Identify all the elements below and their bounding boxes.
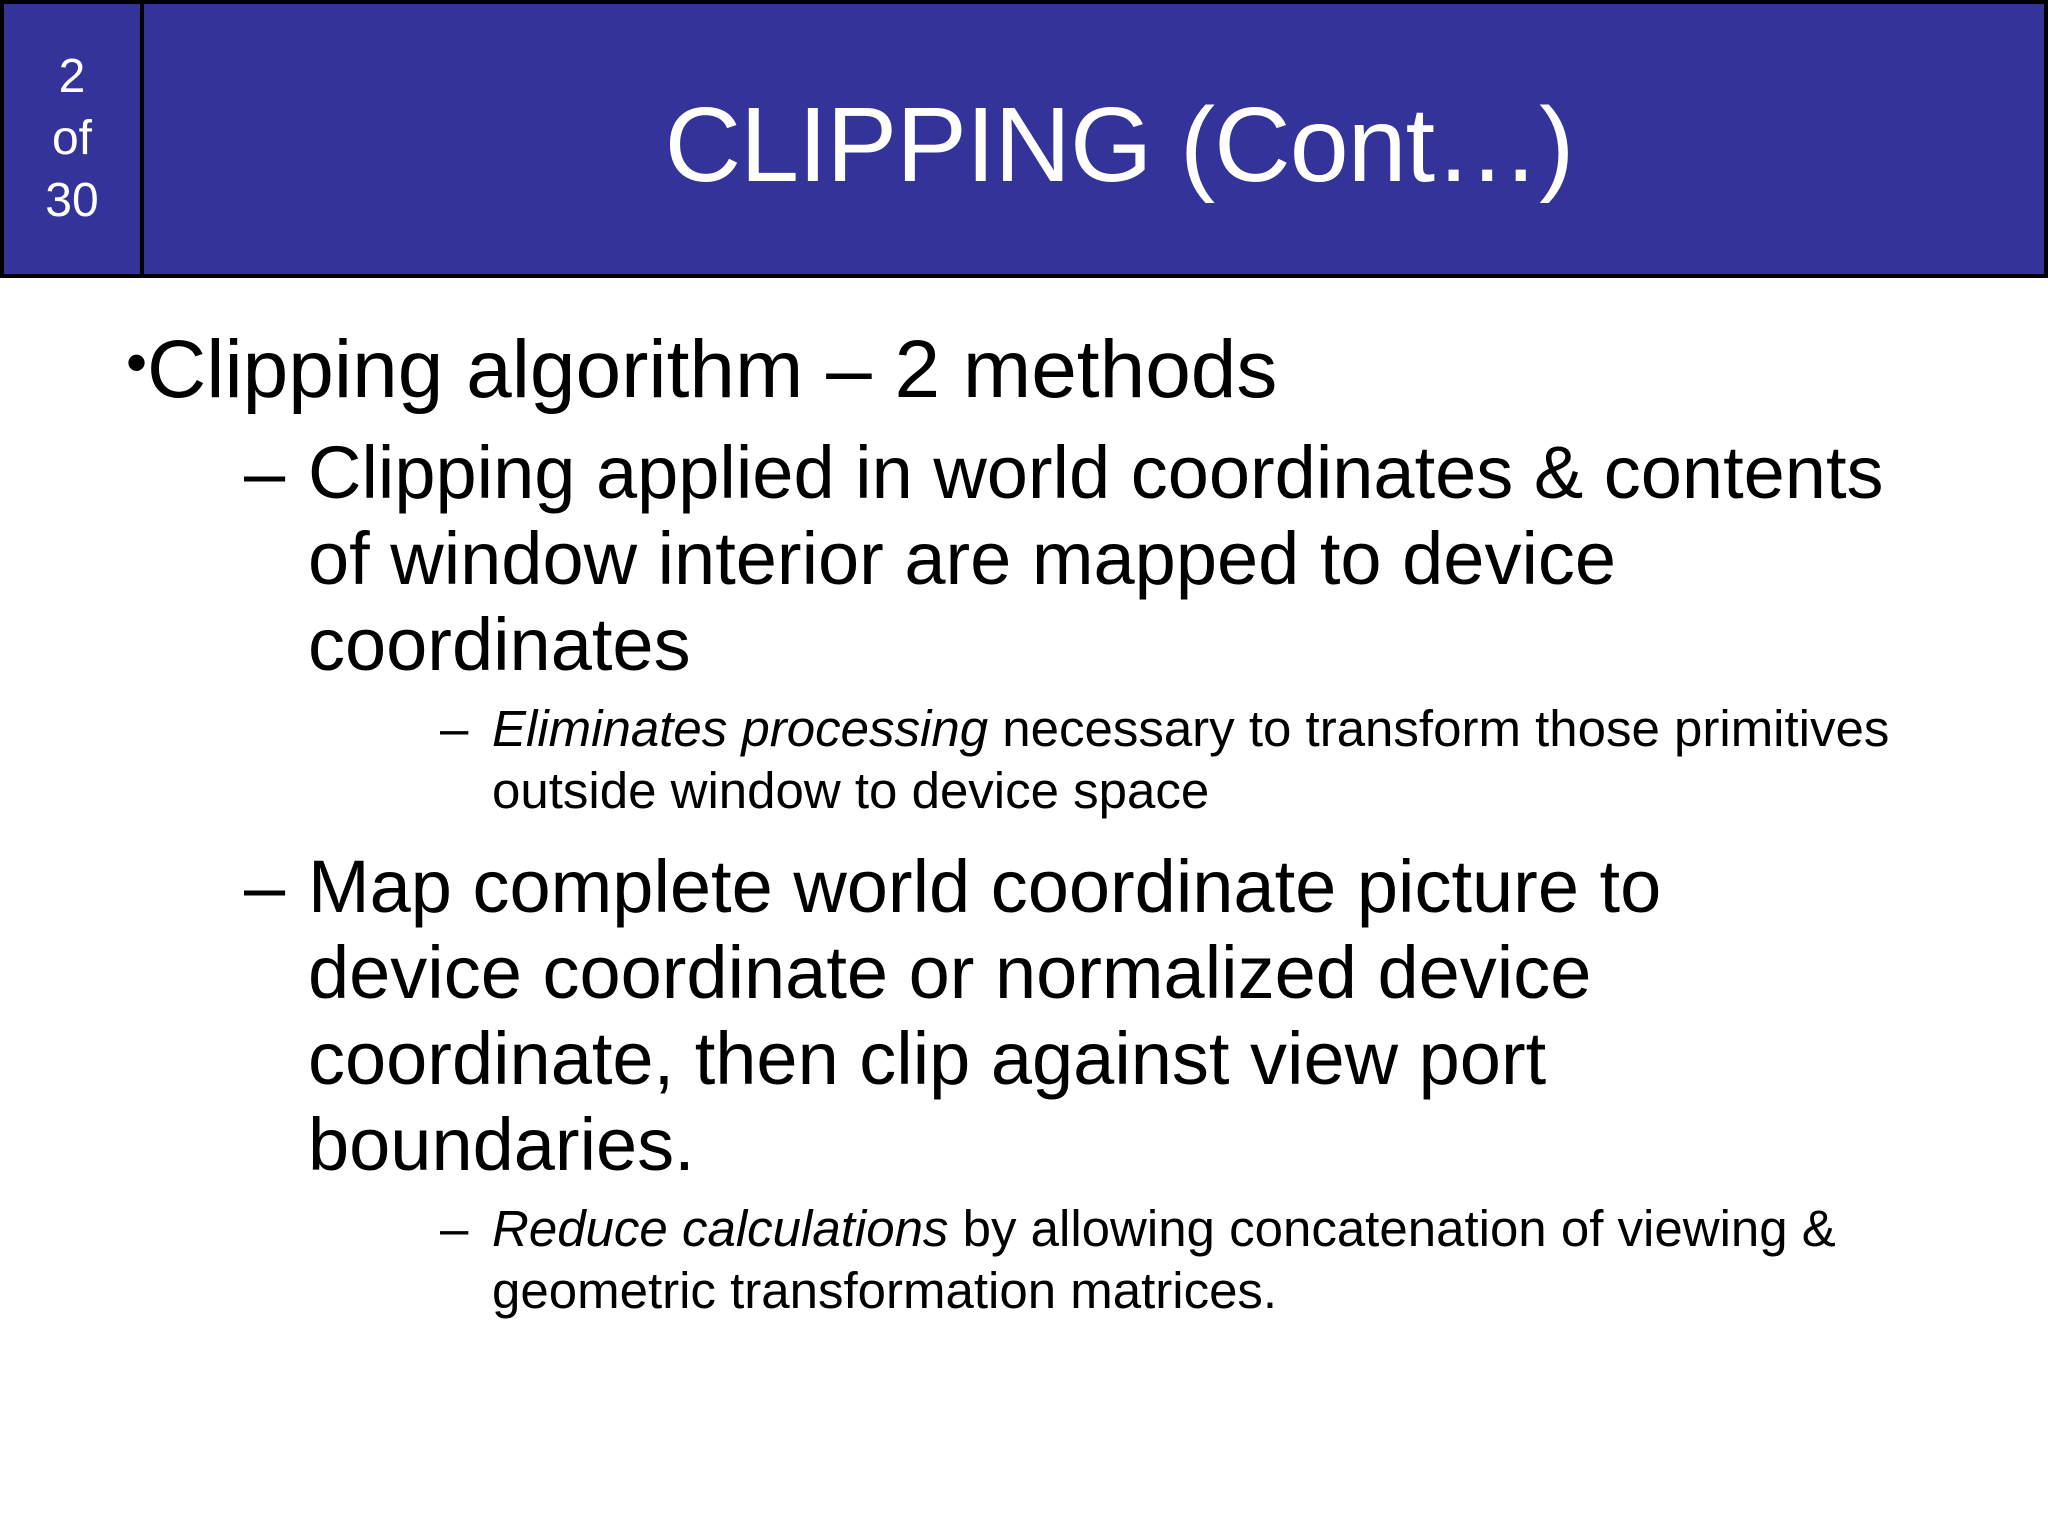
method-1-item [244, 430, 1894, 688]
main-bullet-point [126, 318, 1277, 415]
page-number: 2 [58, 50, 86, 103]
main-bullet-text: Clipping algorithm – 2 methods [147, 324, 1278, 415]
method-1-emphasis: Eliminates processing [492, 700, 989, 757]
slide-title: CLIPPING (Cont…) [664, 85, 1574, 204]
method-1-text: Clipping applied in world coordinates & contents of window interior are mapped to device coordinates [308, 431, 1884, 686]
method-2-item [244, 844, 1894, 1188]
dash-icon: – [440, 1200, 469, 1257]
bullet-icon: • [126, 329, 148, 396]
method-2-text: Map complete world coordinate picture to device coordinate or normalized device coordinate, then clip against view port boundaries. [308, 845, 1662, 1186]
slide-header [0, 0, 2048, 278]
dash-icon: – [244, 845, 286, 928]
dash-icon: – [440, 700, 469, 757]
method-2-subpoint-text [492, 1198, 1890, 1322]
method-2-subpoint-rest: by allowing concatenation of viewing & geometric transformation matrices. [492, 1200, 1836, 1319]
page-total: 30 [45, 174, 99, 227]
title-banner [140, 0, 2048, 278]
method-1-subpoint-rest: necessary to transform those primitives outside window to device space [492, 700, 1890, 819]
dash-icon: – [244, 431, 286, 514]
method-1-subpoint-text [492, 698, 1890, 822]
page-of-label: of [51, 112, 93, 165]
page-counter [0, 0, 144, 278]
method-2-emphasis: Reduce calculations [492, 1200, 949, 1257]
method-2-subpoint [440, 1198, 1890, 1322]
method-1-subpoint [440, 698, 1890, 822]
